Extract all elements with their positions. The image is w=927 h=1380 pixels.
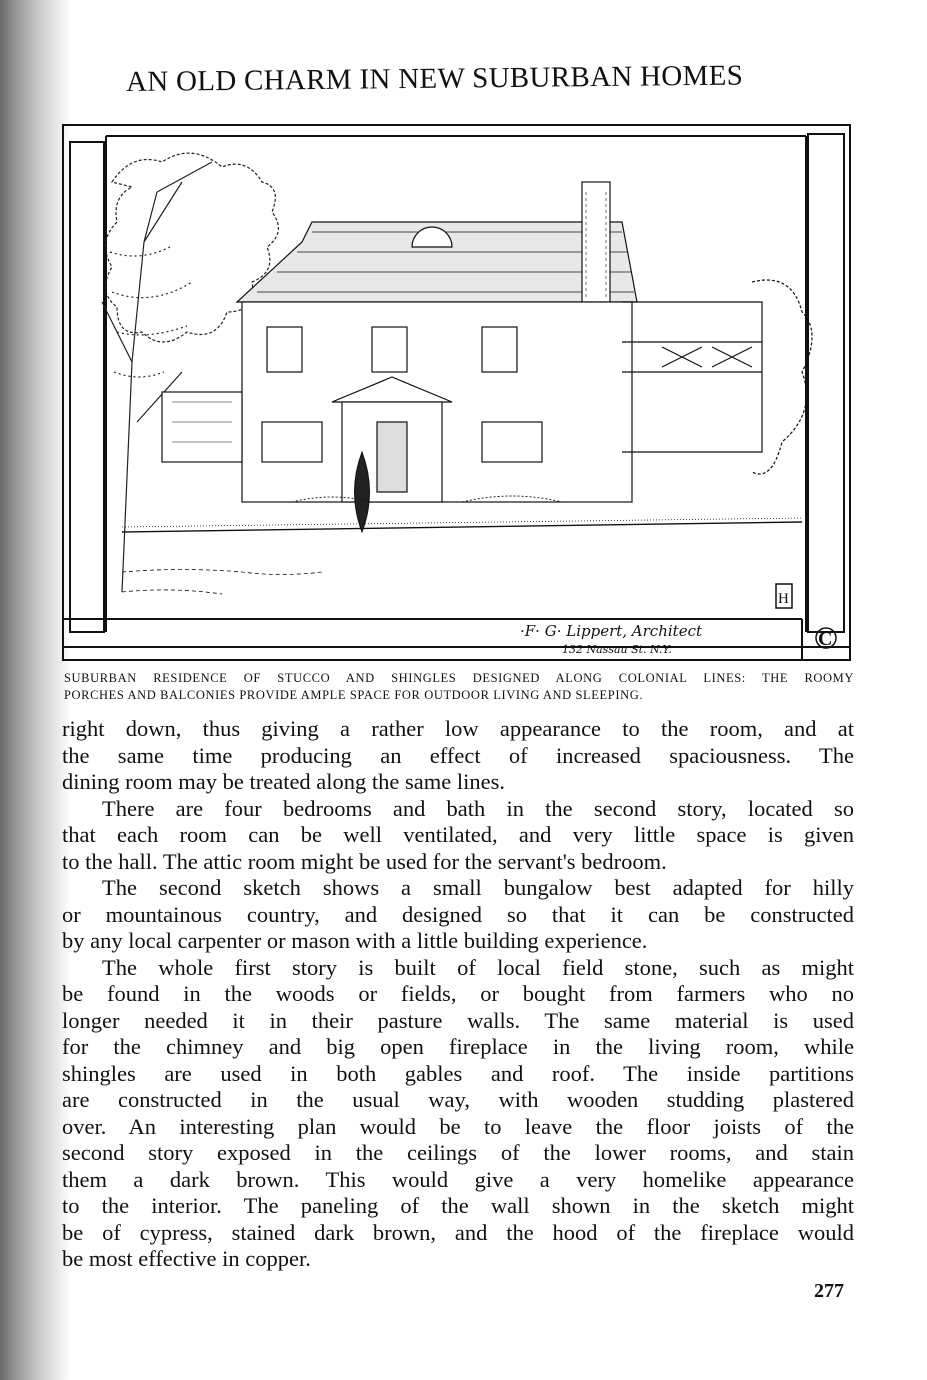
body-line: for the chimney and big open fireplace in the living room, while (62, 1034, 854, 1059)
house-body (162, 302, 632, 502)
body-line: shingles are used in both gables and roof. The inside partitions (62, 1060, 854, 1086)
caption-line: SUBURBAN RESIDENCE OF STUCCO AND SHINGLES DESIGNED ALONG COLONIAL LINES: THE ROOMY (64, 671, 854, 685)
page-number: 277 (814, 1280, 844, 1302)
architect-signature: ·F· G· Lippert, Architect (520, 622, 702, 640)
body-line: to the interior. The paneling of the wall shown in the sketch might (62, 1193, 854, 1218)
body-line: the same time producing an effect of increased spaciousness. The (62, 742, 854, 768)
body-line: to the hall. The attic room might be used for the servant's bedroom. (62, 848, 667, 874)
body-line: over. An interesting plan would be to leave the floor joists of the (62, 1113, 854, 1139)
plate-corner-monogram: C (818, 628, 833, 650)
body-line: right down, thus giving a rather low appearance to the room, and at (62, 716, 854, 741)
body-line: be most effective in copper. (62, 1246, 311, 1271)
body-line: The second sketch shows a small bungalow best adapted for hilly (102, 875, 854, 900)
right-pergola (622, 280, 812, 474)
body-line: be of cypress, stained dark brown, and the hood of the fireplace would (62, 1219, 854, 1245)
body-text (62, 716, 854, 1273)
caption-line: PORCHES AND BALCONIES PROVIDE AMPLE SPACE FOR OUTDOOR LIVING AND SLEEPING. (64, 688, 644, 702)
body-line: The whole first story is built of local field stone, such as might (102, 954, 854, 980)
body-line: or mountainous country, and designed so that it can be constructed (62, 901, 854, 927)
body-line: second story exposed in the ceilings of the lower rooms, and stain (62, 1140, 854, 1165)
body-line: by any local carpenter or mason with a little building experience. (62, 928, 648, 953)
page-title: AN OLD CHARM IN NEW SUBURBAN HOMES (125, 59, 744, 98)
body-line: are constructed in the usual way, with wooden studding plastered (62, 1087, 854, 1112)
illustration-caption (64, 670, 854, 704)
architect-address: 132 Nassau St. N.Y. (562, 643, 672, 656)
house-illustration (62, 122, 852, 662)
body-line: dining room may be treated along the same lines. (62, 769, 506, 794)
binding-gutter-shadow (0, 0, 70, 1380)
artist-monogram: H (778, 591, 789, 607)
body-line: them a dark brown. This would give a very homelike appearance (62, 1166, 854, 1192)
body-line: that each room can be well ventilated, and very little space is given (62, 822, 854, 847)
body-line: be found in the woods or fields, or bought from farmers who no (62, 981, 854, 1006)
body-line: There are four bedrooms and bath in the second story, located so (102, 795, 854, 821)
body-line: longer needed it in their pasture walls. The same material is used (62, 1007, 854, 1033)
house-roof (237, 182, 637, 302)
